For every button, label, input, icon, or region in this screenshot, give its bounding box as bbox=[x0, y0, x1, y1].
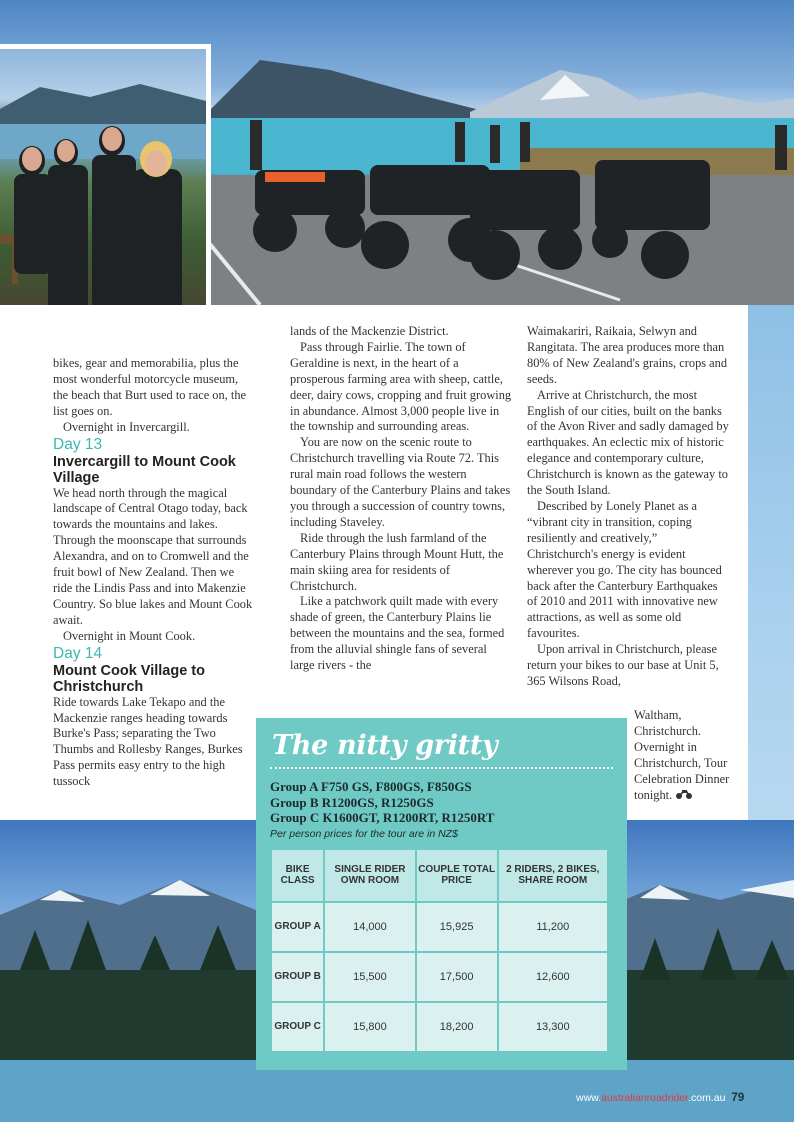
col3-p4b: Waltham, Christchurch. bbox=[634, 708, 702, 738]
day-13-text: We head north through the magical landscape of Central Otago today, back towards the mountains and lakes. Through the moonscape that surrounds Alexandra, and on to Cromwell and the fruit bowl of New Zealand. Then we ride the Lindis Pass and into Makenzie Country. So blue lakes and Mount Cook await. bbox=[53, 485, 253, 627]
article-column-1 bbox=[53, 356, 256, 790]
nitty-gritty-divider bbox=[270, 767, 613, 769]
nitty-gritty-box bbox=[256, 718, 627, 1070]
col2-p2: Pass through Fairlie. The town of Geraldine is next, in the heart of a prosperous farming area with sheep, cattle, deer, dairy cows, cropping and fruit growing in abundance. Almost 3,000 people live in the township and surrounding areas. bbox=[290, 339, 512, 434]
row-share-price: 11,200 bbox=[498, 902, 608, 952]
inset-photo-riders-group bbox=[0, 44, 211, 332]
table-row bbox=[271, 902, 608, 952]
website-suffix[interactable]: .com.au bbox=[688, 1092, 726, 1104]
price-table-header-row bbox=[271, 849, 608, 902]
website-prefix[interactable]: www. bbox=[576, 1092, 602, 1104]
day-14-text: Ride towards Lake Tekapo and the Mackenzie ranges heading towards Burke's Pass; separating the Two Thumbs and Rollesby Ranges, Burkes Pass permits easy entry to the high tussock bbox=[53, 694, 243, 789]
price-table bbox=[270, 848, 609, 1053]
col3-p2: Arrive at Christchurch, the most English of our cities, built on the banks of the Avon River and sadly damaged by earthquakes. An eclectic mix of historic elegance and contemporary culture, Christchurch is known as the gateway to the South Island. bbox=[527, 387, 729, 498]
header-couple: COUPLE TOTAL PRICE bbox=[416, 849, 498, 902]
article-column-2 bbox=[290, 324, 512, 674]
price-note: Per person prices for the tour are in NZ$ bbox=[270, 827, 458, 840]
row-single-price: 15,500 bbox=[324, 952, 416, 1002]
row-couple-price: 15,925 bbox=[416, 902, 498, 952]
day-13-route: Invercargill to Mount Cook Village bbox=[53, 453, 236, 486]
col2-p1: lands of the Mackenzie District. bbox=[290, 324, 449, 338]
header-bike-class: BIKE CLASS bbox=[271, 849, 324, 902]
page-number: 79 bbox=[731, 1092, 745, 1104]
col2-p3: You are now on the scenic route to Christchurch travelling via Route 72. This rural main road follows the western boundary of the Canterbury Plains and takes you through a succession of country towns, including Staveley. bbox=[290, 435, 511, 529]
inset-photo-art bbox=[0, 49, 206, 327]
decorative-sky-strip bbox=[748, 305, 794, 825]
group-b-models: Group B R1200GS, R1250GS bbox=[270, 794, 434, 810]
article-column-3 bbox=[527, 324, 730, 690]
row-share-price: 12,600 bbox=[498, 952, 608, 1002]
day-14-label: Day 14 bbox=[53, 644, 103, 662]
col1-overnight-invercargill: Overnight in Invercargill. bbox=[63, 419, 190, 434]
col3-p1: Waimakariri, Raikaia, Selwyn and Rangitata. The area produces more than 80% of New Zealand's grains, crops and seeds. bbox=[527, 324, 728, 386]
col3-p4: Upon arrival in Christchurch, please return your bikes to our base at Unit 5, 365 Wilsons Road, bbox=[527, 642, 719, 688]
row-group: GROUP B bbox=[271, 952, 324, 1002]
row-couple-price: 17,500 bbox=[416, 952, 498, 1002]
col3-p3: Described by Lonely Planet as a “vibrant city in transition, coping resiliently and creatively,” Christchurch's energy is evident wherever you go. The city has bounced back after the Canterbury Earthquakes of 2010 and 2011 with innovative new attractions, as well as some old favourites. bbox=[527, 498, 722, 641]
row-couple-price: 18,200 bbox=[416, 1002, 498, 1052]
article-column-3-tail bbox=[634, 708, 734, 803]
row-single-price: 15,800 bbox=[324, 1002, 416, 1052]
col1-overnight-mount-cook: Overnight in Mount Cook. bbox=[63, 628, 196, 643]
row-group: GROUP C bbox=[271, 1002, 324, 1052]
col2-p4: Ride through the lush farmland of the Canterbury Plains through Mount Hutt, the main skiing area for residents of Christchurch. bbox=[290, 530, 504, 593]
row-group: GROUP A bbox=[271, 902, 324, 952]
col3-p5: Overnight in Christchurch, Tour Celebration Dinner tonight. bbox=[634, 739, 730, 802]
col2-p5: Like a patchwork quilt made with every shade of green, the Canterbury Plains lie between the mountains and the sea, formed from the alluvial shingle fans of several large rivers - the bbox=[290, 594, 505, 673]
row-single-price: 14,000 bbox=[324, 902, 416, 952]
day-13-label: Day 13 bbox=[53, 435, 103, 453]
day-14-route: Mount Cook Village to Christchurch bbox=[53, 662, 205, 695]
motorcycle-icon bbox=[675, 789, 693, 800]
header-single-rider: SINGLE RIDER OWN ROOM bbox=[324, 849, 416, 902]
group-c-models: Group C K1600GT, R1200RT, R1250RT bbox=[270, 810, 495, 825]
col1-intro: bikes, gear and memorabilia, plus the most wonderful motorcycle museum, the beach that Burt used to race on, the list goes on. bbox=[53, 356, 247, 418]
header-share-room: 2 RIDERS, 2 BIKES, SHARE ROOM bbox=[498, 849, 608, 902]
table-row bbox=[271, 1002, 608, 1052]
row-share-price: 13,300 bbox=[498, 1002, 608, 1052]
website-name[interactable]: australianroadrider bbox=[601, 1092, 689, 1104]
page-footer bbox=[576, 1092, 744, 1104]
table-row bbox=[271, 952, 608, 1002]
group-a-models: Group A F750 GS, F800GS, F850GS bbox=[270, 779, 472, 794]
nitty-gritty-title: The nitty gritty bbox=[272, 730, 498, 761]
